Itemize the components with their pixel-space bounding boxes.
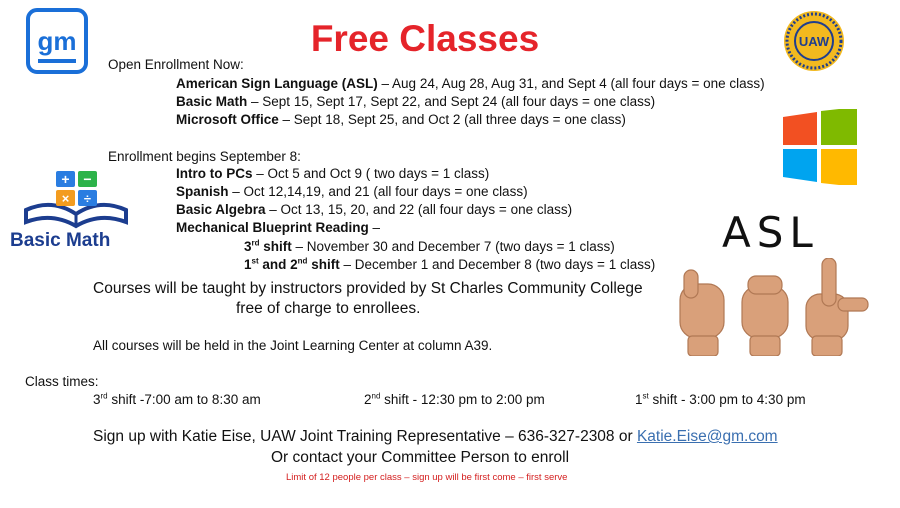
class-item-blueprint: Mechanical Blueprint Reading – xyxy=(176,220,381,235)
email-link[interactable]: Katie.Eise@gm.com xyxy=(636,428,778,445)
svg-text:gm: gm xyxy=(37,26,77,56)
committee-line: Or contact your Committee Person to enroll xyxy=(271,449,570,466)
enrollment-sept8-heading: Enrollment begins September 8: xyxy=(108,149,301,164)
class-item-asl: American Sign Language (ASL) – Aug 24, Aug 28, Aug 31, and Sept 4 (all four days = one class) xyxy=(176,76,765,91)
class-list-sept8 xyxy=(176,165,572,237)
svg-text:−: − xyxy=(83,171,92,187)
svg-text:×: × xyxy=(61,191,70,206)
shift-item-1st-2nd: 1st and 2nd shift – December 1 and December 8 (two days = 1 class) xyxy=(244,256,656,272)
basic-math-logo xyxy=(8,168,144,256)
svg-text:÷: ÷ xyxy=(83,191,92,206)
location-text: All courses will be held in the Joint Learning Center at column A39. xyxy=(93,338,493,353)
open-enrollment-heading: Open Enrollment Now: xyxy=(108,57,244,72)
class-item-microsoft-office: Microsoft Office – Sept 18, Sept 25, and Oct 2 (all three days = one class) xyxy=(176,112,626,127)
shift-item-3rd: 3rd shift – November 30 and December 7 (two days = 1 class) xyxy=(244,238,615,254)
class-time-3rd: 3rd shift -7:00 am to 8:30 am xyxy=(93,391,261,407)
windows-logo xyxy=(781,109,859,185)
page-title: Free Classes xyxy=(310,18,540,59)
class-times-heading: Class times: xyxy=(25,374,99,389)
class-item-spanish: Spanish – Oct 12,14,19, and 21 (all four days = one class) xyxy=(176,184,528,199)
class-item-intro-pcs: Intro to PCs – Oct 5 and Oct 9 ( two days = 1 class) xyxy=(176,166,490,181)
class-time-1st: 1st shift - 3:00 pm to 4:30 pm xyxy=(635,391,806,407)
instructors-line: Courses will be taught by instructors provided by St Charles Community College xyxy=(93,280,643,297)
svg-text:UAW: UAW xyxy=(798,34,830,49)
signup-text: Sign up with Katie Eise, UAW Joint Training Representative – 636-327-2308 or xyxy=(93,428,637,445)
limit-notice: Limit of 12 people per class – sign up will be first come – first serve xyxy=(286,472,568,483)
signup-line xyxy=(93,428,778,446)
asl-text: ASL xyxy=(722,208,819,257)
class-item-basic-math: Basic Math – Sept 15, Sept 17, Sept 22, and Sept 24 (all four days = one class) xyxy=(176,94,656,109)
basic-math-logo-text: Basic Math xyxy=(10,230,111,251)
shift-list xyxy=(244,238,655,274)
class-list-open xyxy=(176,75,765,129)
svg-text:+: + xyxy=(61,171,70,187)
asl-hands-image xyxy=(676,258,872,356)
class-time-2nd: 2nd shift - 12:30 pm to 2:00 pm xyxy=(364,391,545,407)
class-item-basic-algebra: Basic Algebra – Oct 13, 15, 20, and 22 (all four days = one class) xyxy=(176,202,573,217)
free-of-charge-line: free of charge to enrollees. xyxy=(236,300,421,317)
